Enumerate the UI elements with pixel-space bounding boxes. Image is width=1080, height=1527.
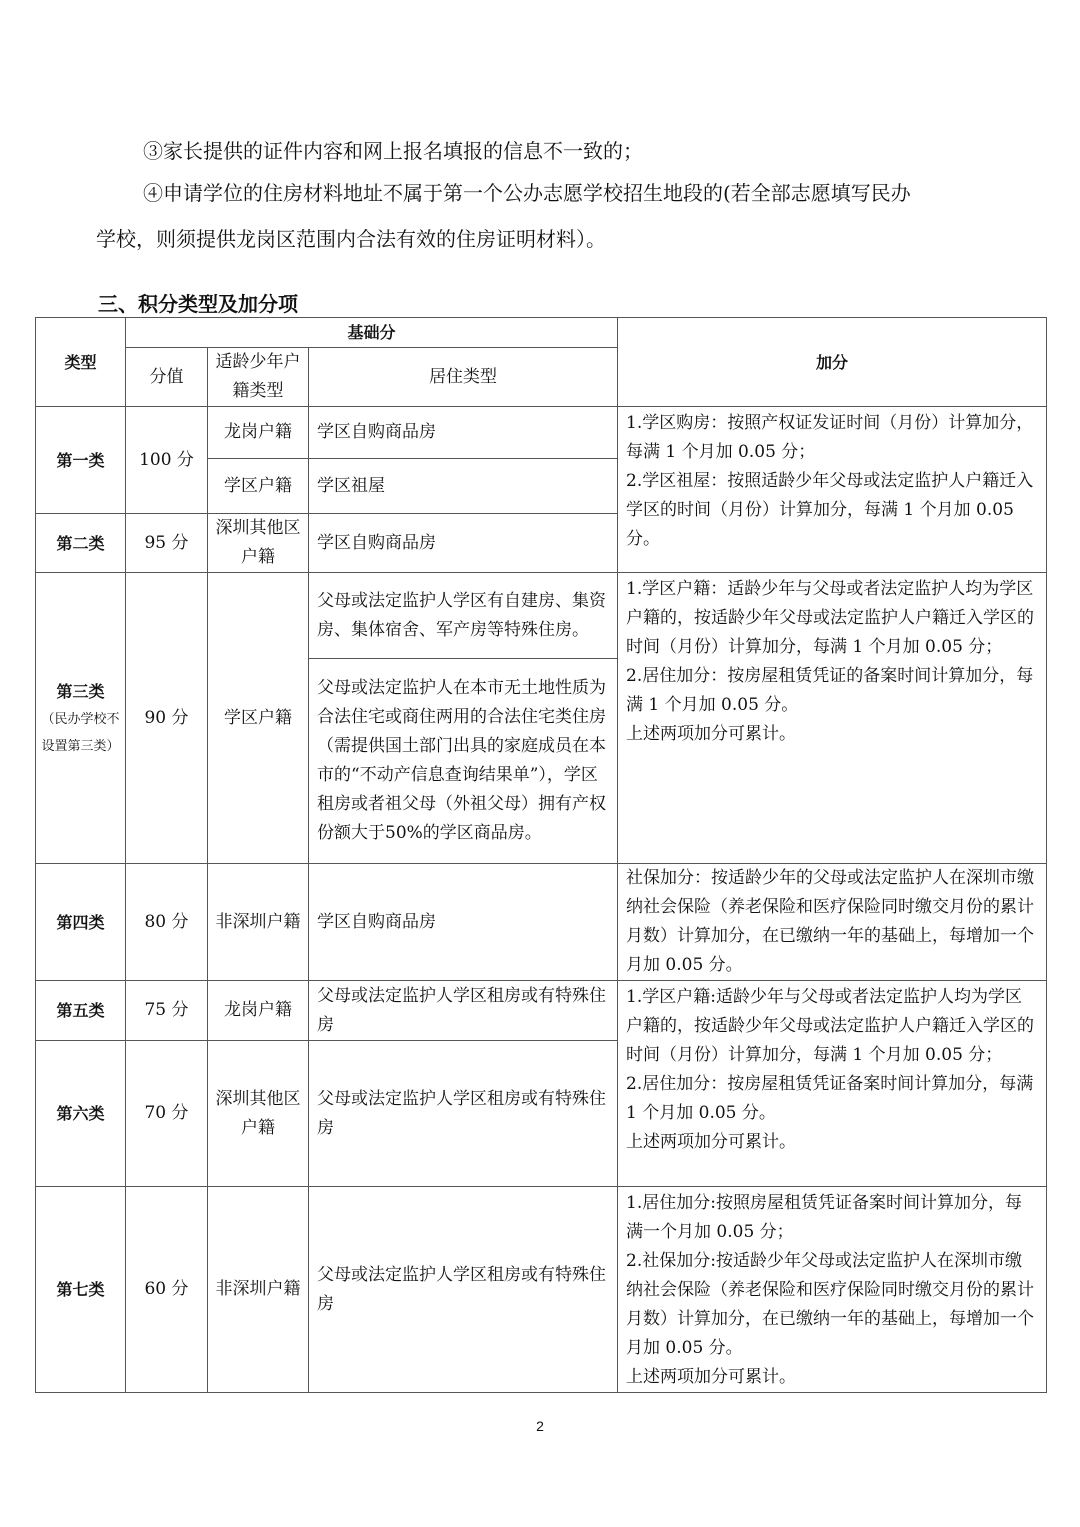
- score-5: 75 分: [126, 981, 208, 1041]
- header-base: 基础分: [126, 318, 618, 348]
- paragraph-4-cont: 学校，则须提供龙岗区范围内合法有效的住房证明材料）。: [96, 227, 606, 251]
- bonus-line: 2.社保加分:按适龄少年父母或法定监护人在深圳市缴纳社会保险（养老保险和医疗保险同时缴交月份的累计月数）计算加分，在已缴纳一年的基础上，每增加一个月加 0.05 分。: [626, 1251, 1035, 1358]
- hukou-7: 非深圳户籍: [208, 1187, 309, 1393]
- type-2: 第二类: [36, 514, 126, 573]
- bonus-line: 上述两项加分可累计。: [626, 724, 797, 744]
- type-4: 第四类: [36, 864, 126, 981]
- score-table: [35, 317, 1047, 1393]
- bonus-7: [618, 1187, 1047, 1393]
- type-1: 第一类: [36, 407, 126, 514]
- residence-1a: 学区自购商品房: [309, 407, 618, 459]
- bonus-line: 上述两项加分可累计。: [626, 1132, 797, 1152]
- residence-2: 学区自购商品房: [309, 514, 618, 573]
- score-7: 60 分: [126, 1187, 208, 1393]
- residence-3b: 父母或法定监护人在本市无土地性质为合法住宅或商住两用的合法住宅类住房（需提供国土部门出具的家庭成员在本市的“不动产信息查询结果单”），学区租房或者祖父母（外祖父母）拥有产权份额大于50%的学区商品房。: [309, 659, 618, 864]
- hukou-2: 深圳其他区户籍: [208, 514, 309, 573]
- residence-6: 父母或法定监护人学区租房或有特殊住房: [309, 1041, 618, 1187]
- residence-3a: 父母或法定监护人学区有自建房、集资房、集体宿舍、军产房等特殊住房。: [309, 573, 618, 659]
- score-2: 95 分: [126, 514, 208, 573]
- residence-7: 父母或法定监护人学区租房或有特殊住房: [309, 1187, 618, 1393]
- bonus-line: 1.学区户籍：适龄少年与父母或者法定监护人均为学区户籍的，按适龄少年父母或法定监护人户籍迁入学区的时间（月份）计算加分，每满 1 个月加 0.05 分；: [626, 579, 1035, 657]
- paragraph-4: ④申请学位的住房材料地址不属于第一个公办志愿学校招生地段的(若全部志愿填写民办: [143, 181, 911, 205]
- bonus-line: 2.居住加分：按房屋租赁凭证备案时间计算加分，每满 1 个月加 0.05 分。: [626, 1074, 1034, 1123]
- bonus-line: 1.学区户籍:适龄少年与父母或者法定监护人均为学区户籍的，按适龄少年父母或法定监护人户籍迁入学区的时间（月份）计算加分，每满 1 个月加 0.05 分；: [626, 987, 1035, 1065]
- residence-1b: 学区祖屋: [309, 459, 618, 514]
- hukou-1a: 龙岗户籍: [208, 407, 309, 459]
- score-1: 100 分: [126, 407, 208, 514]
- bonus-line: 2.学区祖屋：按照适龄少年父母或法定监护人户籍迁入学区的时间（月份）计算加分，每满 1 个月加 0.05 分。: [626, 471, 1034, 549]
- type-7: 第七类: [36, 1187, 126, 1393]
- residence-4: 学区自购商品房: [309, 864, 618, 981]
- paragraph-3: ③家长提供的证件内容和网上报名填报的信息不一致的；: [143, 139, 643, 163]
- bonus-line: 1.学区购房：按照产权证发证时间（月份）计算加分，每满 1 个月加 0.05 分；: [626, 413, 1034, 462]
- type-3-label: 第三类: [56, 681, 105, 701]
- bonus-line: 2.居住加分：按房屋租赁凭证的备案时间计算加分，每满 1 个月加 0.05 分。: [626, 666, 1034, 715]
- score-3: 90 分: [126, 573, 208, 864]
- bonus-line: 1.居住加分:按照房屋租赁凭证备案时间计算加分，每满一个月加 0.05 分；: [626, 1193, 1022, 1242]
- section-heading: 三、积分类型及加分项: [98, 292, 298, 316]
- bonus-1-2: [618, 407, 1047, 573]
- type-3-note: （民办学校不设置第三类）: [41, 711, 120, 754]
- header-type: 类型: [36, 318, 126, 407]
- bonus-3: [618, 573, 1047, 864]
- hukou-3: 学区户籍: [208, 573, 309, 864]
- residence-5: 父母或法定监护人学区租房或有特殊住房: [309, 981, 618, 1041]
- header-bonus: 加分: [618, 318, 1047, 407]
- hukou-1b: 学区户籍: [208, 459, 309, 514]
- type-6: 第六类: [36, 1041, 126, 1187]
- score-4: 80 分: [126, 864, 208, 981]
- bonus-5-6: [618, 981, 1047, 1187]
- page-number: 2: [536, 1418, 544, 1434]
- hukou-6: 深圳其他区户籍: [208, 1041, 309, 1187]
- header-residence: 居住类型: [309, 348, 618, 407]
- hukou-4: 非深圳户籍: [208, 864, 309, 981]
- header-score: 分值: [126, 348, 208, 407]
- bonus-4: 社保加分：按适龄少年的父母或法定监护人在深圳市缴纳社会保险（养老保险和医疗保险同时缴交月份的累计月数）计算加分，在已缴纳一年的基础上，每增加一个月加 0.05 分。: [618, 864, 1047, 981]
- header-hukou: 适龄少年户籍类型: [208, 348, 309, 407]
- type-3: [36, 573, 126, 864]
- type-5: 第五类: [36, 981, 126, 1041]
- score-6: 70 分: [126, 1041, 208, 1187]
- bonus-line: 上述两项加分可累计。: [626, 1367, 797, 1387]
- hukou-5: 龙岗户籍: [208, 981, 309, 1041]
